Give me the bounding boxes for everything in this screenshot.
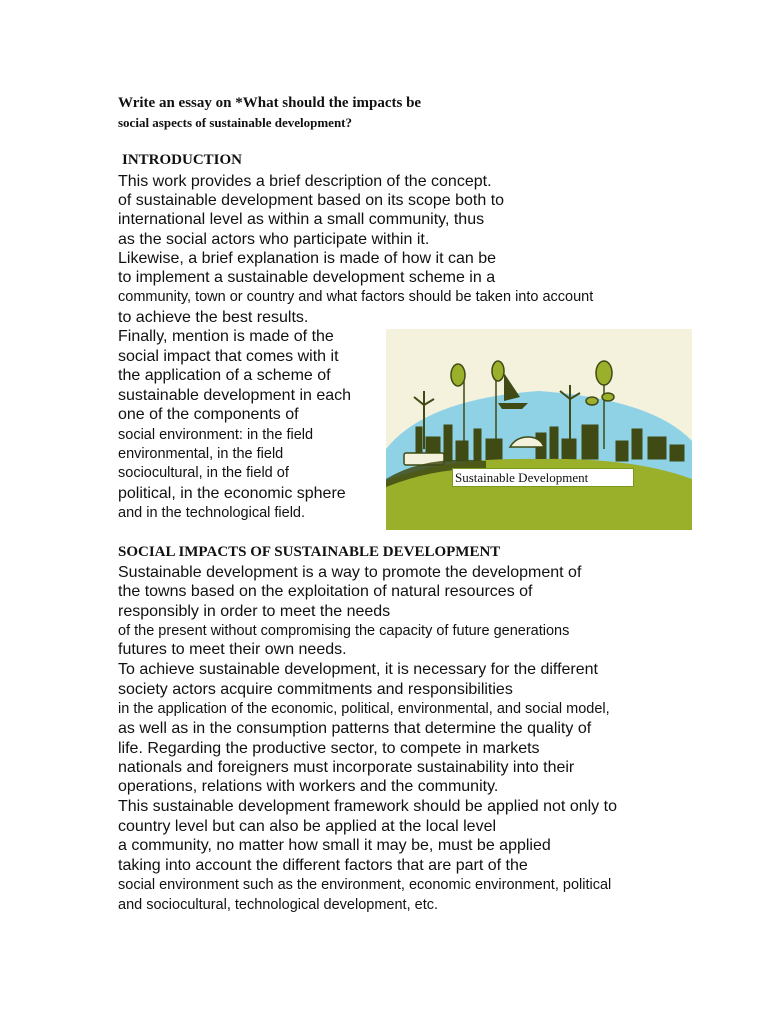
- social-line: country level but can also be applied at the local level: [118, 818, 497, 835]
- intro-line: This work provides a brief description of the concept.: [118, 173, 492, 190]
- intro-line: to implement a sustainable development scheme in a: [118, 269, 496, 286]
- social-line: life. Regarding the productive sector, to compete in markets: [118, 740, 540, 757]
- intro-line: and in the technological field.: [118, 505, 306, 521]
- social-line: nationals and foreigners must incorporate sustainability into their: [118, 759, 575, 776]
- intro-line: as the social actors who participate within it.: [118, 231, 430, 248]
- intro-line: Finally, mention is made of the: [118, 328, 334, 345]
- introduction-heading: INTRODUCTION: [122, 152, 243, 168]
- intro-line: to achieve the best results.: [118, 309, 309, 326]
- intro-line: sociocultural, in the field of: [118, 465, 289, 481]
- intro-line: of sustainable development based on its scope both to: [118, 192, 505, 209]
- social-line: This sustainable development framework should be applied not only to: [118, 798, 617, 815]
- social-impacts-heading: SOCIAL IMPACTS OF SUSTAINABLE DEVELOPMENT: [118, 544, 501, 560]
- social-line: To achieve sustainable development, it is necessary for the different: [118, 661, 598, 678]
- cityscape-illustration: [386, 329, 692, 530]
- essay-subtitle: social aspects of sustainable development?: [118, 115, 352, 130]
- intro-line: social environment: in the field: [118, 427, 314, 443]
- social-line: a community, no matter how small it may be, must be applied: [118, 837, 551, 854]
- intro-line: social impact that comes with it: [118, 348, 339, 365]
- intro-line: environmental, in the field: [118, 446, 284, 462]
- intro-line: sustainable development in each: [118, 387, 352, 404]
- intro-line: political, in the economic sphere: [118, 485, 346, 502]
- intro-line: the application of a scheme of: [118, 367, 331, 384]
- social-line: society actors acquire commitments and responsibilities: [118, 681, 513, 698]
- intro-line: international level as within a small community, thus: [118, 211, 485, 228]
- essay-title: Write an essay on *What should the impacts be: [118, 95, 422, 111]
- intro-line: one of the components of: [118, 406, 299, 423]
- social-line: responsibly in order to meet the needs: [118, 603, 391, 620]
- sustainable-development-illustration: [386, 329, 692, 530]
- social-line: as well as in the consumption patterns that determine the quality of: [118, 720, 592, 737]
- social-line: futures to meet their own needs.: [118, 641, 347, 658]
- social-line: the towns based on the exploitation of natural resources of: [118, 583, 533, 600]
- social-line: taking into account the different factors that are part of the: [118, 857, 528, 874]
- intro-line: Likewise, a brief explanation is made of how it can be: [118, 250, 496, 267]
- social-line: in the application of the economic, political, environmental, and social model,: [118, 701, 610, 717]
- intro-line: community, town or country and what factors should be taken into account: [118, 289, 594, 305]
- social-line: and sociocultural, technological development, etc.: [118, 897, 438, 913]
- social-line: operations, relations with workers and the community.: [118, 778, 499, 795]
- social-line: social environment such as the environment, economic environment, political: [118, 877, 612, 893]
- illustration-caption: Sustainable Development: [452, 468, 634, 487]
- social-line: Sustainable development is a way to promote the development of: [118, 564, 582, 581]
- social-line: of the present without compromising the capacity of future generations: [118, 623, 570, 639]
